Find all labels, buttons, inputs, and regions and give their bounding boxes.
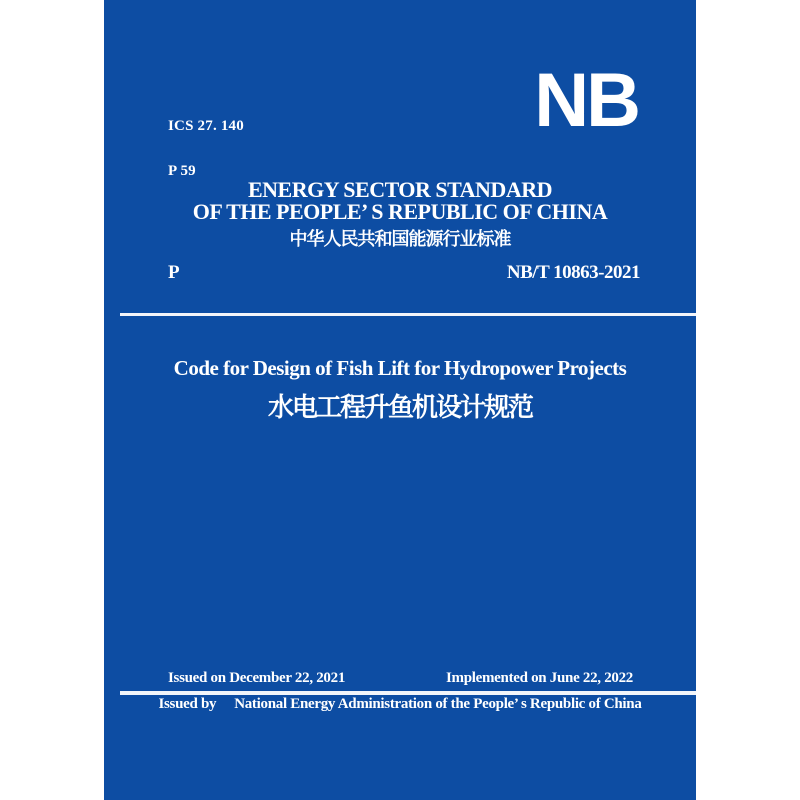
issued-by-value: National Energy Administration of the People’ s Republic of China [234,696,642,712]
doc-class-letter: P [168,262,180,283]
issuer-row [104,694,696,714]
dates-row [104,668,696,688]
title-chinese: 水电工程升鱼机设计规范 [267,393,532,422]
ics-code: ICS 27. 140 [168,118,244,134]
issued-by-label: Issued by [158,696,217,712]
standard-name-en-line2: OF THE PEOPLE’ S REPUBLIC OF CHINA [192,199,608,224]
standard-name-en-line1: ENERGY SECTOR STANDARD [248,177,552,202]
implemented-on-date: Implemented on June 22, 2022 [445,670,633,686]
header-divider-rule [120,313,696,316]
standard-cover-page [104,0,696,800]
classification-code: P 59 [168,163,196,179]
issued-on-date: Issued on December 22, 2021 [168,670,346,686]
nb-logo: NB [534,58,638,143]
doc-class-and-number-row [104,261,696,285]
standard-name-cn: 中华人民共和国能源行业标准 [289,229,511,249]
standard-number: NB/T 10863-2021 [506,262,640,283]
title-english: Code for Design of Fish Lift for Hydropower Projects [173,356,627,380]
